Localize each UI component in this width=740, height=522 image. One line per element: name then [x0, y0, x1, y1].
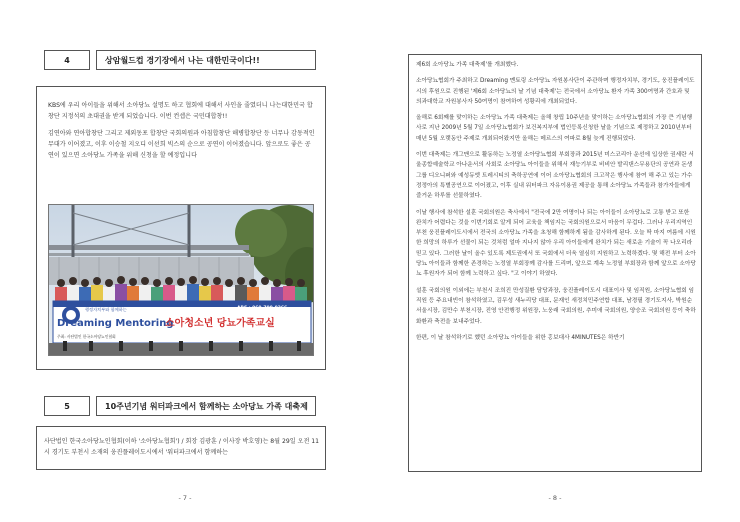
banner-corner-text: 행정자치부와 함께하는	[85, 307, 127, 312]
right-paragraph-1: 제6회 소아당뇨 가족 대축제'를 개최했다.	[416, 62, 519, 68]
section-4-paragraph-2: 김연아와 연아합창단 그리고 제외동포 합창단 국회의원과 아침합창단 해병합창단 등 너무나 감동적인 무대가 이어졌고, 이후 이승철 지오디 이선희 빅스의 순으로 공연이 이어졌습니다. 앞으로도 좋은 공연이 있으면 소아당뇨 가족을 위해 신청을 할 예정입니다	[48, 130, 315, 159]
section-4-header	[44, 50, 316, 70]
section-5-paragraph: 사단법인 한국소아당뇨인협회(이하 '소아당뇨협회') / 회장 김광훈 / 이사장 박호영)는 8월 29일 오전 11시 경기도 부천시 소재의 웅진플레이도시에서 '워터파크에서 함께하는	[44, 438, 320, 456]
banner-main-text: Dreaming Mentoring	[57, 318, 174, 329]
section-4-number: 4	[44, 50, 90, 70]
page-number-left: - 7 -	[178, 494, 192, 502]
right-paragraph-6: 설훈 국회의원 이외에는 부천시 조희진 만성질환 담당과장, 웅진플레이도시 대표이사 및 임직원, 소아당뇨협회 임직원 등 주요내빈이 참석하였고, 김무성 새누리당 대표, 문재인 새정치민주연합 대표, 남경필 경기도지사, 박원순 서울시장, 김만수 부천시장, 진영 안전행정 위원장, 노웅래 국회의원, 추미애 국회의원, 양승조 국회의원 등이 축하화환과 축전을 보내주었다.	[416, 287, 696, 325]
section-4-body	[48, 100, 316, 167]
right-paragraph-5: 이날 행사에 참석한 설훈 국회의원은 축사에서 "전국에 2만 여명이나 되는 아이들이 소아당뇨로 고통 받고 또한 완치가 어렵다는 것을 이번기회로 알게 되어 교육을 책임지는 국회의원으로서 마음이 무겁다. 그러나 우리지역인 부천 웅진플레이도시에서 전국의 소아당뇨 가족을 초청해 함께하게 됨을 감사하게 된다. 오늘 딱 마지 여름에 시원한 희망의 하루가 선물이 되는 것처럼 얼마 지나지 않아 우리 아이들에게 완치가 되는 새로운 기술이 꼭 나오리라 믿고 있다. 그러한 날이 올수 있도록 제도권에서 또 국회에서 더욱 열심히 지원하고 노력하겠다. 몇 해전 부터 소아당뇨 아이들과 함께한 존경하는 노정열 부회장께 감사를 드리며, 앞으로 계속 노정열 부회장과 함께 앞으로 소아당뇨 후원자가 되어 함께 노력하고 싶다. "고 이야기 하였다.	[416, 209, 696, 278]
section-4-title: 상암월드컵 경기장에서 나는 대한민국이다!!	[96, 50, 316, 70]
right-paragraph-2: 소아당뇨협회가 주최하고 Dreaming 멘토링 소아당뇨 자원봉사단이 주관하며 행정자치부, 경기도, 웅진플레이도시의 후원으로 진행된 '제6회 소아당뇨의 날 기념 대축제'는 전국에서 소아당뇨 환자 가족 300여명과 간호과 및 의과대학교 자원봉사자 50여명이 참여하여 성황리에 개최되었다.	[416, 78, 695, 105]
section-5-number: 5	[44, 396, 90, 416]
section-5-header	[44, 396, 316, 416]
banner-ars-text: ARS : 060-700-0366	[237, 306, 288, 311]
right-paragraph-4: 이번 대축제는 개그맨으로 활동하는 노정열 소아당뇨협회 부회장과 2015년 미스코리아 운선에 입상한 권세란 서울종합예술학교 아나운서의 사회로 소아당뇨 아이들을 위해서 재능기부로 비비안 발리댄스무용단의 공연과 돈생그룹 디오니퍼와 예성듀엣 트레시티의 축하공연에 이어 소아당뇨협회의 크고작은 행사에 참여 해 주고 있는 가수 정정아의 특별공연으로 이어졌고, 이후 실내 워터파크 자유이용권 제공을 통해 소아당뇨 가족들과 참가자들에게 즐거운 하루를 선물하였다.	[416, 152, 694, 200]
page-number-right: - 8 -	[548, 494, 562, 502]
right-paragraph-3: 올해로 6회째를 맞이하는 소아당뇨 가족 대축제는 올해 창립 10주년을 맞이하는 소아당뇨협회의 가장 큰 기념행사로 지난 2009년 5월 7일 소아당뇨협회가 보건복지부에 법인등록신청한 날을 기념으로 제정하고 2010년부터 매년 5월 오랫동안 주제로 개최되어왔지만 올해는 메르스의 여파로 8월 늦게 진행되었다.	[416, 115, 693, 142]
banner-sub-text: 소아청소년 당뇨가족교실	[165, 318, 275, 329]
right-page	[370, 0, 740, 522]
right-page-body	[416, 60, 696, 349]
right-paragraph-7: 한편, 이 날 참석하기로 했던 소아당뇨 아이들을 위한 홍보대사 4MINUTES은 하반기	[416, 334, 625, 341]
banner-small-text: 주최: 사단법인 한국소아당뇨인협회	[57, 334, 116, 339]
section-4-paragraph-1: KBS에 우리 아이들을 위해서 소아당뇨 설명도 하고 협회에 대해서 사인을 줄였더니 나는대한민국 합창단 지정석의 초대권을 받게 되었습니다. 이번 컨셉은 국민대합창!!	[48, 102, 313, 120]
section-5-body	[44, 436, 320, 464]
group-photo	[48, 204, 314, 356]
section-5-title: 10주년기념 워터파크에서 함께하는 소아당뇨 가족 대축제	[96, 396, 316, 416]
